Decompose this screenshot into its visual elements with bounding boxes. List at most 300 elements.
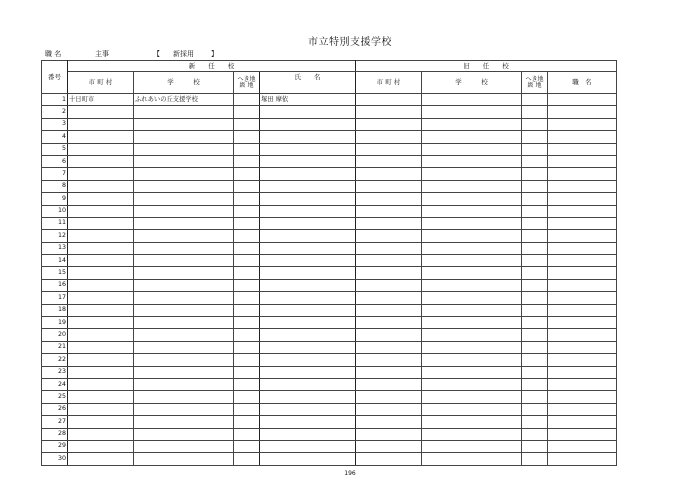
- new-city-cell: [68, 193, 134, 205]
- new-remote-cell: [234, 416, 260, 428]
- table-row: [42, 428, 617, 440]
- new-city-cell: [68, 230, 134, 242]
- new-school-cell: [134, 453, 234, 465]
- row-number: 4: [42, 131, 68, 143]
- table-row: [42, 292, 617, 304]
- old-city-cell: [356, 155, 422, 167]
- new-remote-cell: [234, 378, 260, 390]
- old-title-cell: [548, 255, 617, 267]
- new-city-cell: [68, 267, 134, 279]
- bracket-close: 】: [211, 50, 218, 58]
- new-remote-cell: [234, 440, 260, 452]
- old-school-cell: [422, 391, 522, 403]
- new-city-cell: [68, 168, 134, 180]
- table-row: [42, 453, 617, 465]
- row-number: 21: [42, 341, 68, 353]
- row-number: 14: [42, 255, 68, 267]
- new-school-cell: [134, 304, 234, 316]
- new-school-cell: [134, 242, 234, 254]
- old-title-cell: [548, 416, 617, 428]
- old-title-cell: [548, 341, 617, 353]
- old-remote-cell: [522, 217, 548, 229]
- position-line: [45, 49, 345, 59]
- hire-category: 新採用: [173, 50, 194, 58]
- new-city-cell: [68, 366, 134, 378]
- new-school-cell: [134, 329, 234, 341]
- name-cell: [260, 242, 356, 254]
- table-row: [42, 118, 617, 130]
- old-city-cell: [356, 180, 422, 192]
- old-title-cell: [548, 403, 617, 415]
- new-remote-cell: [234, 304, 260, 316]
- name-cell: [260, 391, 356, 403]
- row-number: 16: [42, 279, 68, 291]
- new-school-cell: [134, 317, 234, 329]
- new-city-cell: [68, 106, 134, 118]
- old-city-cell: [356, 329, 422, 341]
- new-city-cell: [68, 453, 134, 465]
- table-row: [42, 440, 617, 452]
- old-school-cell: [422, 416, 522, 428]
- old-remote-cell: [522, 341, 548, 353]
- old-school-cell: [422, 193, 522, 205]
- old-city-cell: [356, 267, 422, 279]
- old-school-cell: [422, 118, 522, 130]
- old-title-cell: [548, 131, 617, 143]
- row-number: 9: [42, 193, 68, 205]
- table-row: [42, 180, 617, 192]
- new-city-cell: [68, 279, 134, 291]
- new-remote-cell: [234, 180, 260, 192]
- new-remote-cell: [234, 292, 260, 304]
- new-city-cell: [68, 329, 134, 341]
- old-title-cell: [548, 304, 617, 316]
- old-city-cell: [356, 143, 422, 155]
- old-school-cell: [422, 168, 522, 180]
- row-number: 2: [42, 106, 68, 118]
- old-school-cell: [422, 341, 522, 353]
- name-cell: [260, 403, 356, 415]
- old-title-cell: [548, 453, 617, 465]
- name-cell: [260, 317, 356, 329]
- old-school-cell: [422, 230, 522, 242]
- old-remote-cell: [522, 279, 548, 291]
- old-city-cell: [356, 292, 422, 304]
- name-cell: [260, 230, 356, 242]
- transfer-table: [41, 60, 617, 466]
- table-row: [42, 354, 617, 366]
- old-city-cell: [356, 118, 422, 130]
- new-school-cell: [134, 378, 234, 390]
- new-city-cell: [68, 428, 134, 440]
- name-cell: [260, 217, 356, 229]
- row-number: 17: [42, 292, 68, 304]
- old-city-cell: [356, 106, 422, 118]
- row-number: 22: [42, 354, 68, 366]
- row-number: 25: [42, 391, 68, 403]
- new-city-cell: [68, 143, 134, 155]
- new-city-cell: [68, 317, 134, 329]
- header-job-title: 職 名: [548, 72, 617, 94]
- table-row: [42, 205, 617, 217]
- table-row: [42, 217, 617, 229]
- new-school-cell: [134, 354, 234, 366]
- old-remote-cell: [522, 255, 548, 267]
- new-remote-cell: [234, 94, 260, 106]
- old-remote-cell: [522, 131, 548, 143]
- table-row: [42, 403, 617, 415]
- row-number: 20: [42, 329, 68, 341]
- table-row: [42, 230, 617, 242]
- new-school-cell: ふれあいの丘支援学校: [134, 94, 234, 106]
- name-cell: [260, 279, 356, 291]
- old-school-cell: [422, 242, 522, 254]
- new-school-cell: [134, 366, 234, 378]
- bracket-open: 【: [153, 50, 160, 58]
- new-school-cell: [134, 131, 234, 143]
- table-row: [42, 193, 617, 205]
- header-name: 氏 名: [260, 72, 356, 94]
- new-remote-cell: [234, 118, 260, 130]
- name-cell: [260, 292, 356, 304]
- new-city-cell: [68, 217, 134, 229]
- table-row: [42, 255, 617, 267]
- table-row: [42, 416, 617, 428]
- name-cell: [260, 143, 356, 155]
- table-row: [42, 155, 617, 167]
- new-remote-cell: [234, 168, 260, 180]
- row-number: 18: [42, 304, 68, 316]
- old-remote-cell: [522, 329, 548, 341]
- name-cell: [260, 378, 356, 390]
- new-remote-cell: [234, 131, 260, 143]
- new-school-cell: [134, 267, 234, 279]
- table-row: [42, 317, 617, 329]
- old-school-cell: [422, 131, 522, 143]
- position-role: 主事: [95, 50, 109, 58]
- new-city-cell: [68, 341, 134, 353]
- new-school-cell: [134, 217, 234, 229]
- new-school-cell: [134, 292, 234, 304]
- old-remote-cell: [522, 378, 548, 390]
- new-remote-cell: [234, 391, 260, 403]
- old-title-cell: [548, 366, 617, 378]
- name-cell: [260, 366, 356, 378]
- row-number: 19: [42, 317, 68, 329]
- new-city-cell: [68, 292, 134, 304]
- new-city-cell: [68, 242, 134, 254]
- old-title-cell: [548, 292, 617, 304]
- old-city-cell: [356, 428, 422, 440]
- new-city-cell: [68, 304, 134, 316]
- header-old-city: 市 町 村: [356, 72, 422, 94]
- old-title-cell: [548, 217, 617, 229]
- new-city-cell: [68, 155, 134, 167]
- name-cell: [260, 168, 356, 180]
- name-cell: [260, 453, 356, 465]
- name-cell: [260, 304, 356, 316]
- old-title-cell: [548, 428, 617, 440]
- old-school-cell: [422, 143, 522, 155]
- name-cell: [260, 329, 356, 341]
- name-cell: 塚田 摩依: [260, 94, 356, 106]
- old-city-cell: [356, 378, 422, 390]
- old-school-cell: [422, 317, 522, 329]
- old-title-cell: [548, 193, 617, 205]
- row-number: 3: [42, 118, 68, 130]
- new-remote-cell: [234, 341, 260, 353]
- new-remote-cell: [234, 453, 260, 465]
- old-school-cell: [422, 304, 522, 316]
- old-title-cell: [548, 440, 617, 452]
- new-school-cell: [134, 168, 234, 180]
- old-remote-cell: [522, 155, 548, 167]
- row-number: 29: [42, 440, 68, 452]
- new-remote-cell: [234, 317, 260, 329]
- old-city-cell: [356, 341, 422, 353]
- old-city-cell: [356, 453, 422, 465]
- old-city-cell: [356, 354, 422, 366]
- header-new-school-name: 学 校: [134, 72, 234, 94]
- new-remote-cell: [234, 366, 260, 378]
- old-remote-cell: [522, 267, 548, 279]
- old-title-cell: [548, 391, 617, 403]
- old-school-cell: [422, 403, 522, 415]
- table-row: [42, 131, 617, 143]
- old-remote-cell: [522, 453, 548, 465]
- old-remote-cell: [522, 118, 548, 130]
- row-number: 13: [42, 242, 68, 254]
- old-city-cell: [356, 366, 422, 378]
- row-number: 5: [42, 143, 68, 155]
- new-city-cell: [68, 440, 134, 452]
- old-city-cell: [356, 168, 422, 180]
- old-remote-cell: [522, 143, 548, 155]
- old-remote-cell: [522, 416, 548, 428]
- new-remote-cell: [234, 205, 260, 217]
- name-cell: [260, 354, 356, 366]
- new-remote-cell: [234, 403, 260, 415]
- table-row: [42, 391, 617, 403]
- table-row: [42, 341, 617, 353]
- name-cell: [260, 205, 356, 217]
- new-school-cell: [134, 106, 234, 118]
- name-cell: [260, 416, 356, 428]
- new-remote-cell: [234, 143, 260, 155]
- new-city-cell: [68, 205, 134, 217]
- old-remote-cell: [522, 428, 548, 440]
- new-remote-cell: [234, 155, 260, 167]
- new-city-cell: [68, 180, 134, 192]
- name-cell: [260, 155, 356, 167]
- header-new-city: 市 町 村: [68, 72, 134, 94]
- new-remote-cell: [234, 255, 260, 267]
- name-cell: [260, 341, 356, 353]
- old-title-cell: [548, 279, 617, 291]
- row-number: 1: [42, 94, 68, 106]
- new-city-cell: 十日町市: [68, 94, 134, 106]
- old-school-cell: [422, 255, 522, 267]
- old-school-cell: [422, 440, 522, 452]
- page-title: 市立特別支援学校: [308, 37, 392, 48]
- table-row: [42, 329, 617, 341]
- old-title-cell: [548, 317, 617, 329]
- old-city-cell: [356, 416, 422, 428]
- new-remote-cell: [234, 279, 260, 291]
- old-school-cell: [422, 329, 522, 341]
- new-school-cell: [134, 391, 234, 403]
- old-school-cell: [422, 279, 522, 291]
- name-cell: [260, 193, 356, 205]
- old-city-cell: [356, 230, 422, 242]
- old-title-cell: [548, 180, 617, 192]
- old-remote-cell: [522, 440, 548, 452]
- old-city-cell: [356, 317, 422, 329]
- table-row: [42, 279, 617, 291]
- new-school-cell: [134, 155, 234, 167]
- page-number: 196: [344, 470, 356, 477]
- name-cell: [260, 118, 356, 130]
- position-label: 職 名: [45, 50, 62, 58]
- header-old-school: 旧 任 校: [356, 61, 617, 72]
- new-city-cell: [68, 118, 134, 130]
- old-school-cell: [422, 155, 522, 167]
- row-number: 12: [42, 230, 68, 242]
- old-title-cell: [548, 155, 617, 167]
- row-number: 8: [42, 180, 68, 192]
- old-school-cell: [422, 378, 522, 390]
- row-number: 10: [42, 205, 68, 217]
- new-school-cell: [134, 440, 234, 452]
- old-city-cell: [356, 205, 422, 217]
- old-title-cell: [548, 230, 617, 242]
- name-cell: [260, 267, 356, 279]
- old-school-cell: [422, 205, 522, 217]
- header-number: 番号: [42, 61, 68, 94]
- new-school-cell: [134, 118, 234, 130]
- row-number: 30: [42, 453, 68, 465]
- row-number: 7: [42, 168, 68, 180]
- header-old-school-name: 学 校: [422, 72, 522, 94]
- old-school-cell: [422, 267, 522, 279]
- new-city-cell: [68, 131, 134, 143]
- new-city-cell: [68, 354, 134, 366]
- row-number: 26: [42, 403, 68, 415]
- table-row: [42, 366, 617, 378]
- new-school-cell: [134, 279, 234, 291]
- new-remote-cell: [234, 267, 260, 279]
- old-city-cell: [356, 279, 422, 291]
- old-school-cell: [422, 217, 522, 229]
- table-row: [42, 143, 617, 155]
- table-row: [42, 242, 617, 254]
- old-remote-cell: [522, 304, 548, 316]
- old-city-cell: [356, 217, 422, 229]
- old-city-cell: [356, 193, 422, 205]
- table-row: [42, 106, 617, 118]
- new-school-cell: [134, 230, 234, 242]
- name-cell: [260, 440, 356, 452]
- table-row: [42, 378, 617, 390]
- old-school-cell: [422, 94, 522, 106]
- new-city-cell: [68, 391, 134, 403]
- new-school-cell: [134, 255, 234, 267]
- row-number: 27: [42, 416, 68, 428]
- header-new-remote: [234, 72, 260, 94]
- old-city-cell: [356, 304, 422, 316]
- header-new-school: 新 任 校: [68, 61, 356, 72]
- old-school-cell: [422, 106, 522, 118]
- old-remote-cell: [522, 242, 548, 254]
- old-school-cell: [422, 453, 522, 465]
- new-remote-cell: [234, 106, 260, 118]
- new-school-cell: [134, 205, 234, 217]
- name-cell: [260, 106, 356, 118]
- old-city-cell: [356, 131, 422, 143]
- header-old-remote: [522, 72, 548, 94]
- old-school-cell: [422, 180, 522, 192]
- old-title-cell: [548, 168, 617, 180]
- header-new-remote-line1: へき地: [237, 75, 256, 83]
- old-title-cell: [548, 354, 617, 366]
- new-remote-cell: [234, 193, 260, 205]
- row-number: 11: [42, 217, 68, 229]
- old-remote-cell: [522, 180, 548, 192]
- old-school-cell: [422, 428, 522, 440]
- old-remote-cell: [522, 193, 548, 205]
- old-remote-cell: [522, 354, 548, 366]
- name-cell: [260, 255, 356, 267]
- header-old-remote-line2: 級 地: [527, 81, 542, 89]
- new-city-cell: [68, 378, 134, 390]
- table-row: [42, 94, 617, 106]
- new-remote-cell: [234, 354, 260, 366]
- name-cell: [260, 131, 356, 143]
- new-school-cell: [134, 193, 234, 205]
- old-title-cell: [548, 378, 617, 390]
- row-number: 28: [42, 428, 68, 440]
- old-remote-cell: [522, 106, 548, 118]
- old-remote-cell: [522, 317, 548, 329]
- new-school-cell: [134, 341, 234, 353]
- new-city-cell: [68, 416, 134, 428]
- table-row: [42, 304, 617, 316]
- row-number: 24: [42, 378, 68, 390]
- old-title-cell: [548, 106, 617, 118]
- old-city-cell: [356, 255, 422, 267]
- old-city-cell: [356, 440, 422, 452]
- new-school-cell: [134, 416, 234, 428]
- old-city-cell: [356, 391, 422, 403]
- old-city-cell: [356, 94, 422, 106]
- old-remote-cell: [522, 292, 548, 304]
- new-city-cell: [68, 255, 134, 267]
- old-remote-cell: [522, 168, 548, 180]
- new-remote-cell: [234, 428, 260, 440]
- old-school-cell: [422, 366, 522, 378]
- new-school-cell: [134, 143, 234, 155]
- name-cell: [260, 428, 356, 440]
- old-title-cell: [548, 118, 617, 130]
- new-remote-cell: [234, 329, 260, 341]
- row-number: 23: [42, 366, 68, 378]
- row-number: 6: [42, 155, 68, 167]
- old-title-cell: [548, 94, 617, 106]
- new-school-cell: [134, 428, 234, 440]
- old-title-cell: [548, 242, 617, 254]
- new-school-cell: [134, 180, 234, 192]
- old-title-cell: [548, 205, 617, 217]
